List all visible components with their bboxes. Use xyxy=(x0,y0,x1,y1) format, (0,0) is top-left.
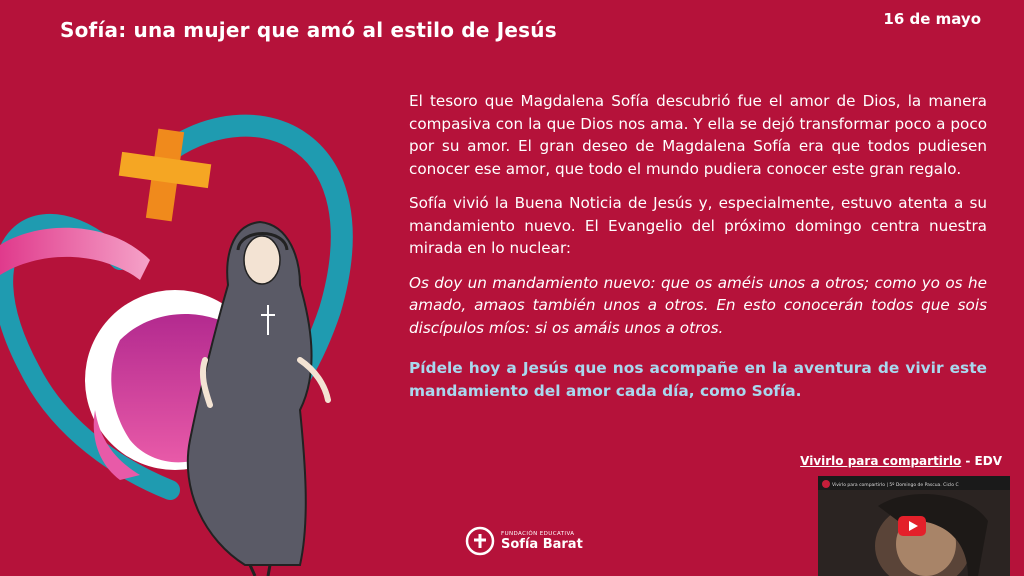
video-caption xyxy=(800,454,1002,468)
play-button-icon[interactable] xyxy=(898,516,926,536)
video-thumbnail[interactable] xyxy=(818,476,1010,576)
gospel-quote: Os doy un mandamiento nuevo: que os améis unos a otros; como yo os he amado, amaos también unos a otros. En esto conocerán todos que sois discípulos míos: si os amáis unos a otros. xyxy=(409,273,987,337)
logo-mark-icon xyxy=(465,526,495,556)
caption-separator: - xyxy=(961,454,975,468)
logo-name: Sofía Barat xyxy=(501,536,583,552)
date-label: 16 de mayo xyxy=(883,10,981,28)
video-link[interactable]: Vivirlo para compartirlo xyxy=(800,454,962,468)
logo-subtitle: FUNDACIÓN EDUCATIVA xyxy=(501,530,575,537)
video-title: Vivirlo para compartirlo | 5º Domingo de Pascua. Ciclo C xyxy=(832,483,959,488)
paragraph-good-news: Sofía vivió la Buena Noticia de Jesús y, especialmente, estuvo atenta a su mandamiento nuevo. El Evangelio del próximo domingo centra nuestra mirada en lo nuclear: xyxy=(409,194,987,257)
prayer-highlight: Pídele hoy a Jesús que nos acompañe en la aventura de vivir este mandamiento del amor cada día, como Sofía. xyxy=(409,359,987,400)
foundation-logo xyxy=(465,526,583,556)
main-content xyxy=(409,90,987,414)
paragraph-treasure: El tesoro que Magdalena Sofía descubrió fue el amor de Dios, la manera compasiva con la que Dios nos ama. Y ella se dejó transformar poco a poco por su amor. El gran deseo de Magdalena Sofía era que todos pudiesen conocer ese amor, que todo el mundo pudiera conocer este gran regalo. xyxy=(409,92,987,178)
pink-ribbon xyxy=(0,228,150,280)
sofia-illustration xyxy=(0,110,360,576)
page-title: Sofía: una mujer que amó al estilo de Jesús xyxy=(60,18,557,42)
sofia-figure xyxy=(188,222,328,576)
video-source: EDV xyxy=(974,454,1002,468)
